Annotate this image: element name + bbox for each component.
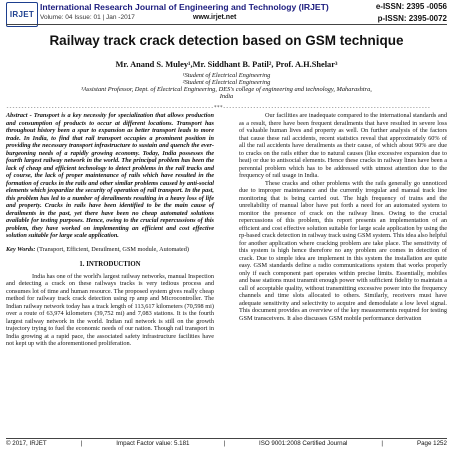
abstract-label: Abstract -	[6, 112, 32, 119]
footer-divider-2: |	[223, 440, 226, 447]
p-issn: p-ISSN: 2395-0072	[377, 14, 447, 23]
journal-logo-text: IRJET	[9, 10, 35, 19]
footer-page-number: Page 1252	[416, 440, 447, 447]
right-paragraph-2: These cracks and other problems with the rails generally go unnoticed due to improper maintenance and the currently irregular and manual track line monitoring that is being carried out. The high frequency of trains and the unreliability of manual labor have put forth a need for an automated system to monitor the presence of crack on the railway lines. Owing to the crucial repercussions of this problem, this report presents an implementation of an efficient and cost effective solution suitable for large scale application by using the rp-based crack detection in railway track using GSM system. This idea also helpful for another application where cracking problem are take place. The sensitivity of this system is high hence therefore no any problem are comes in detection of crack. Due to simple idea are implement in this system the installation are quite easy. GSM standards define a radio communications system that works properly only if each component part operates within precise limits. Essentially, mobiles and base stations must transmit enough power with sufficient fidelity to maintain a call of acceptable quality, without transmitting excessive power into the frequency channels and time slots allocated to others. Similarly, receivers must have adequate sensitivity and selectivity to acquire and demodulate a low level signal. This document provides an overview of the key measurements required for testing GSM transceivers. It also discusses GSM mobile performance derivation	[239, 179, 447, 322]
footer-copyright: © 2017, IRJET	[6, 440, 47, 447]
keywords-text: (Transport, Efficient, Derailment, GSM module, Automated)	[35, 245, 189, 253]
footer-iso: ISO 9001:2008 Certified Journal	[259, 440, 348, 447]
journal-name: International Research Journal of Engineering and Technology (IRJET)	[40, 2, 329, 12]
intro-text: India has one of the world's largest railway networks, manual Inspection and detecting a crack on these railways tracks is very tedious process and consumes lot of time and human resource. The proposed system gives really cheap method for railway track crack detection using rp amp and Microcontroller. The Indian railway network today has a track length of 113,617 kilometers (70,598 mi) over a route of 63,974 kilometers (39,752 mi) and 7,083 stations. It is the fourth largest railway network in the world. Indian rail network is still on the growth trajectory trying to fuel the economic needs of our nation. Though rail transport in India growing at a rapid pace, the associated safety infrastructure facilities have not kept up with the aforementioned proliferation.	[6, 272, 214, 347]
affiliation-3: ³Assistant Professor, Dept. of Electrical Engineering, DES's college of engineering and technology, Maharashtra,	[81, 86, 372, 93]
right-column	[239, 112, 447, 322]
volume-issue: Volume: 04 Issue: 01 | Jan -2017	[40, 14, 135, 21]
affiliation-2: ²Student of Electrical Engineering	[182, 79, 271, 86]
page-footer	[6, 440, 447, 447]
keywords-paragraph	[6, 246, 214, 254]
header-rule	[6, 24, 447, 25]
journal-url[interactable]: www.irjet.net	[193, 14, 237, 21]
section-separator: ---------------------------------------------------------------------***---------------------------------------------------------------------	[6, 105, 431, 111]
keywords-label: Key Words:	[6, 245, 36, 253]
left-column	[6, 112, 214, 348]
paper-authors: Mr. Anand S. Muley¹,Mr. Siddhant B. Patil², Prof. A.H.Shelar³	[115, 60, 338, 69]
intro-heading: 1. INTRODUCTION	[79, 261, 141, 268]
footer-divider-1: |	[80, 440, 83, 447]
footer-impact-factor: Impact Factor value: 5.181	[116, 440, 190, 447]
e-issn: e-ISSN: 2395 -0056	[375, 2, 447, 11]
abstract-paragraph	[6, 112, 214, 240]
affiliation-4: India	[219, 93, 234, 100]
footer-divider-3: |	[381, 440, 384, 447]
footer-rule	[6, 438, 447, 439]
abstract-text: Transport is a key necessity for specialization that allows production and consumption of products to occur at different locations. Transport has throughout history been a spur to expansion as better transport leads to more trade. In India, to find that rail transport occupies a prominent position in providing the necessary transport infrastructure to sustain and quench the ever-burgeoning needs of a rapidly growing economy. Today, India possesses the fourth largest railway network in the world. The principal problem has been the lack of cheap and efficient technology to detect problems in the rail tracks and of course, the lack of proper maintenance of rails which have resulted in the formation of cracks in the rails and other similar problems caused by anti-social elements which jeopardize the security of operation of rail transport. In the past, this problem has led to a number of derailments resulting in a heavy loss of life and property. Cracks in rails have been identified to be the main cause of derailments in the past, yet there have been no cheap automated solutions available for testing purposes. Hence, owing to the crucial repercussions of this problem, they have worked on implementing an efficient and cost effective solution suitable for large scale application.	[6, 112, 214, 239]
right-paragraph-1: Our facilities are inadequate compared to the international standards and as a result, there have been frequent derailments that have resulted in severe loss of valuable human lives and property as well. On further analysis of the factors that cause these rail accidents, recent statistics reveal that approximately 60% of all the rail accidents have derailments as their cause, of which about 90% are due to cracks on the rails either due to natural causes (like excessive expansion due to heat) or due to antisocial elements. Hence these cracks in railway lines have been a perennial problem which has to be addressed with utmost attention due to the frequency of rail usage in India.	[239, 112, 447, 179]
affiliation-1: ¹Student of Electrical Engineering	[182, 72, 271, 79]
paper-title: Railway track crack detection based on GSM technique	[49, 33, 404, 48]
